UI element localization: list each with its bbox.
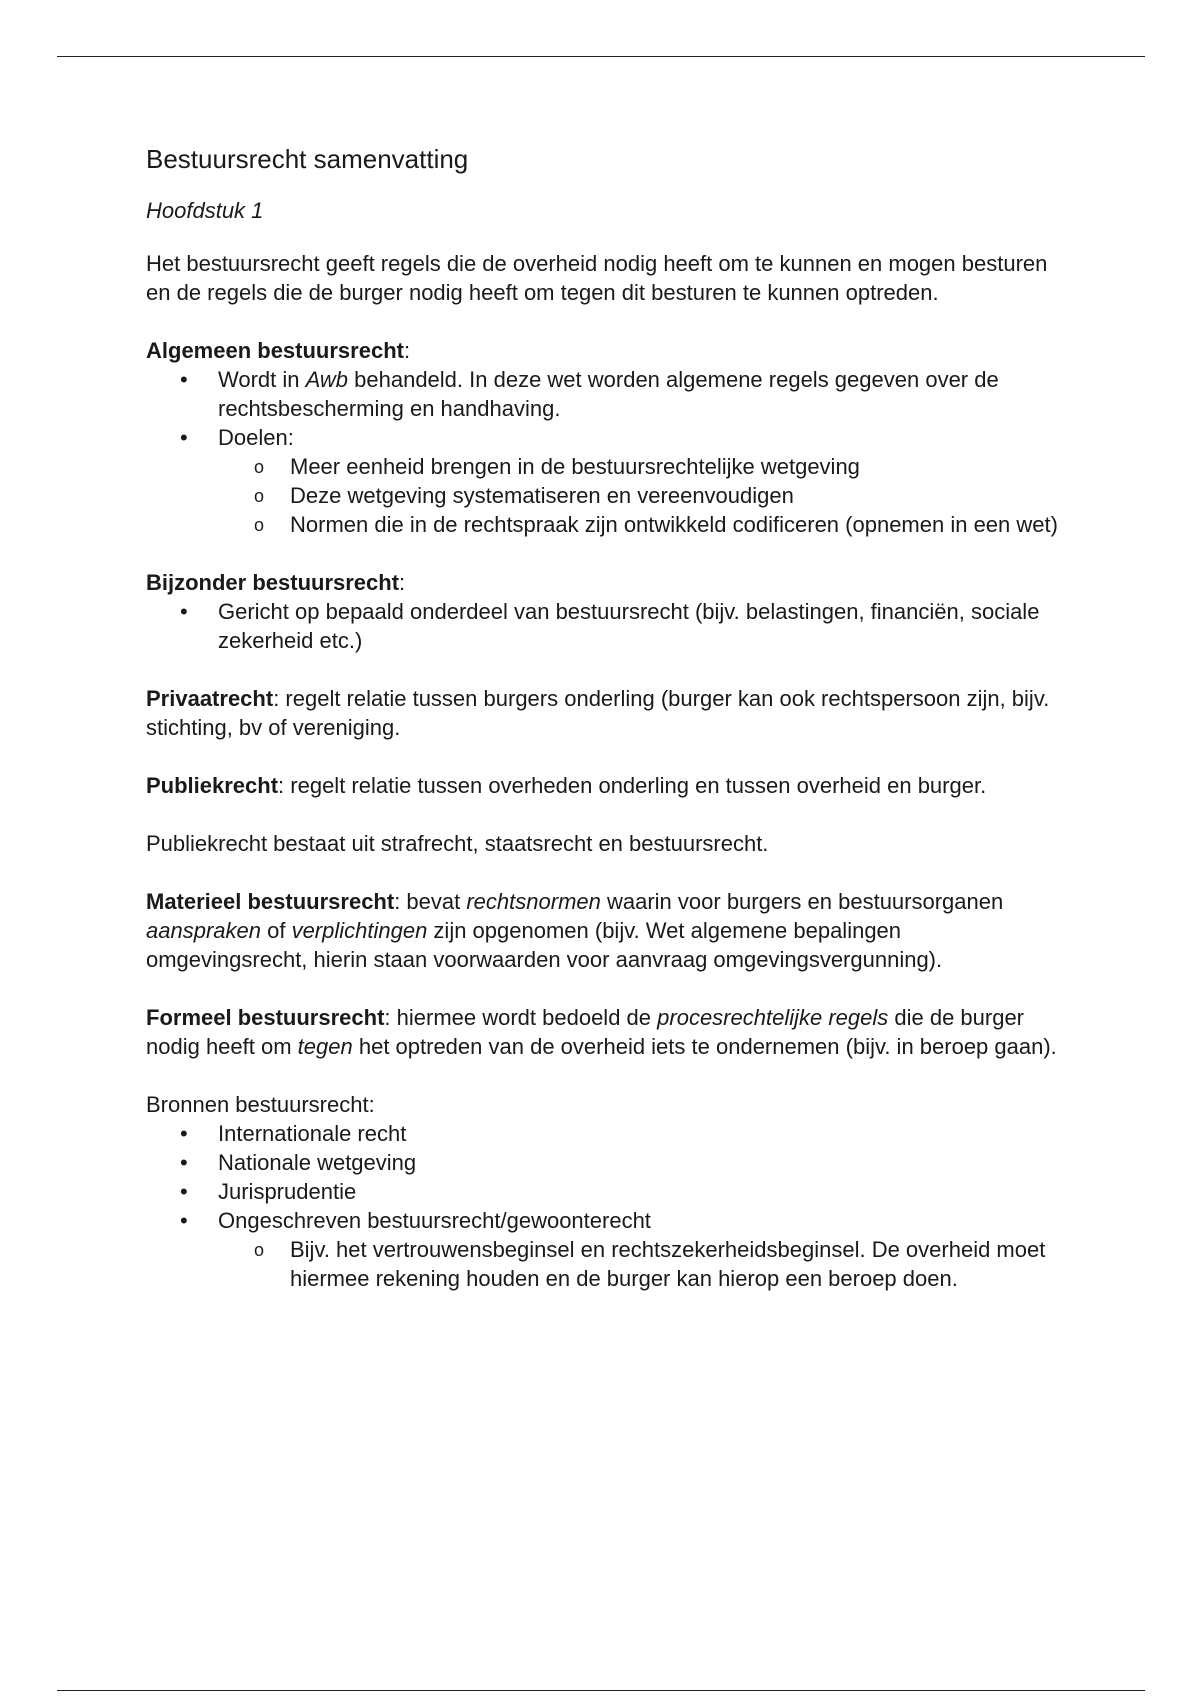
privaatrecht-term: Privaatrecht: [146, 686, 274, 711]
list-item: • Ongeschreven bestuursrecht/gewoonterecht o Bijv. het vertrouwensbeginsel en rechtszekerheidsbeginsel. De overheid moet hiermee rekening houden en de burger kan hierop een beroep doen.: [146, 1206, 1066, 1293]
top-rule: [57, 56, 1145, 57]
list-item: o Deze wetgeving systematiseren en vereenvoudigen: [218, 481, 1066, 510]
section-bronnen: [146, 1090, 1066, 1293]
materieel-term: Materieel bestuursrecht: [146, 889, 395, 914]
list-item: • Wordt in Awb behandeld. In deze wet worden algemene regels gegeven over de rechtsbescherming en handhaving.: [146, 365, 1066, 423]
list-item: o Bijv. het vertrouwensbeginsel en rechtszekerheidsbeginsel. De overheid moet hiermee rekening houden en de burger kan hierop een beroep doen.: [218, 1235, 1066, 1293]
list-item: o Normen die in de rechtspraak zijn ontwikkeld codificeren (opnemen in een wet): [218, 510, 1066, 539]
bijzonder-list: [146, 597, 1066, 655]
list-item: o Meer eenheid brengen in de bestuursrechtelijke wetgeving: [218, 452, 1066, 481]
bronnen-list: [146, 1119, 1066, 1293]
algemeen-list: [146, 365, 1066, 539]
algemeen-term: Algemeen bestuursrecht: [146, 338, 404, 363]
document-body: [146, 142, 1066, 1322]
document-title: Bestuursrecht samenvatting: [146, 144, 469, 174]
section-bijzonder: [146, 568, 1066, 655]
list-item: • Nationale wetgeving: [146, 1148, 1066, 1177]
bronnen-heading: Bronnen bestuursrecht:: [146, 1092, 375, 1117]
publiekrecht-term: Publiekrecht: [146, 773, 279, 798]
list-item: • Internationale recht: [146, 1119, 1066, 1148]
bronnen-sublist: [218, 1235, 1066, 1293]
publiekrecht-paragraph: Publiekrecht: regelt relatie tussen overheden onderling en tussen overheid en burger.: [146, 773, 987, 798]
bottom-rule: [57, 1690, 1145, 1691]
section-algemeen: [146, 336, 1066, 539]
list-item: • Doelen: o Meer eenheid brengen in de bestuursrechtelijke wetgeving o Deze wetgeving systematiseren en vereenvoudigen o Normen die in de rechtspraak zijn ontwikkeld codificeren (opnemen in een wet): [146, 423, 1066, 539]
list-item: • Gericht op bepaald onderdeel van bestuursrecht (bijv. belastingen, financiën, sociale zekerheid etc.): [146, 597, 1066, 655]
list-item: • Jurisprudentie: [146, 1177, 1066, 1206]
chapter-heading: Hoofdstuk 1: [146, 198, 264, 223]
intro-paragraph: Het bestuursrecht geeft regels die de overheid nodig heeft om te kunnen en mogen besturen en de regels die de burger nodig heeft om tegen dit besturen te kunnen optreden.: [146, 251, 1048, 305]
algemeen-heading: Algemeen bestuursrecht:: [146, 338, 411, 363]
goals-list: [218, 452, 1066, 539]
formeel-paragraph: Formeel bestuursrecht: hiermee wordt bedoeld de procesrechtelijke regels die de burger nodig heeft om tegen het optreden van de overheid iets te ondernemen (bijv. in beroep gaan).: [146, 1005, 1057, 1059]
privaatrecht-paragraph: Privaatrecht: regelt relatie tussen burgers onderling (burger kan ook rechtspersoon zijn, bijv. stichting, bv of vereniging.: [146, 686, 1050, 740]
bijzonder-heading: Bijzonder bestuursrecht:: [146, 570, 406, 595]
materieel-paragraph: Materieel bestuursrecht: bevat rechtsnormen waarin voor burgers en bestuursorganen aanspraken of verplichtingen zijn opgenomen (bijv. Wet algemene bepalingen omgevingsrecht, hierin staan voorwaarden voor aanvraag omgevingsvergunning).: [146, 889, 1004, 972]
bijzonder-term: Bijzonder bestuursrecht: [146, 570, 400, 595]
formeel-term: Formeel bestuursrecht: [146, 1005, 385, 1030]
publiekrecht-bestaat-paragraph: Publiekrecht bestaat uit strafrecht, staatsrecht en bestuursrecht.: [146, 831, 769, 856]
